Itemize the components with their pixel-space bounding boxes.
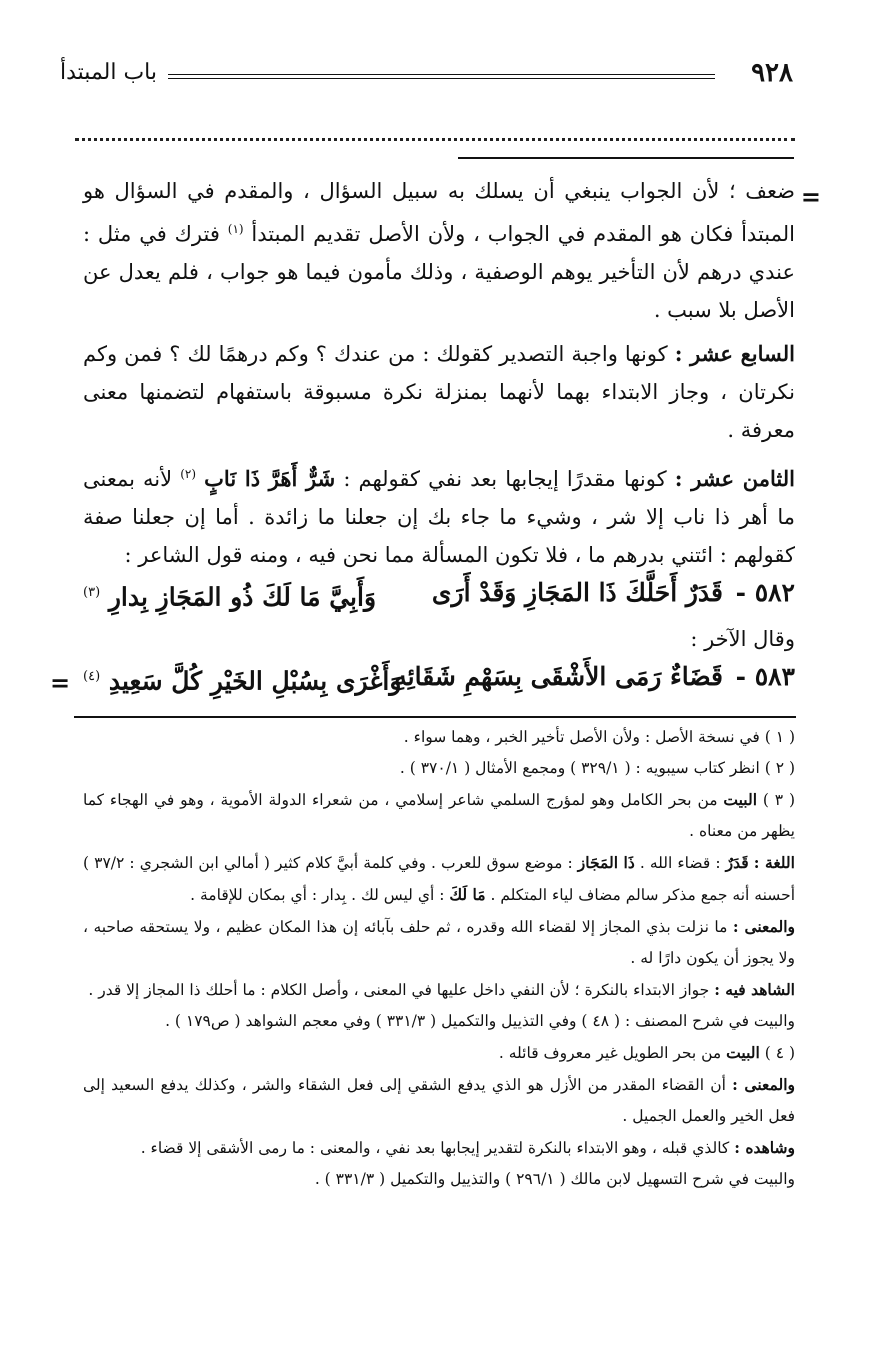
page-number: ٩٢٨ bbox=[751, 58, 793, 88]
footnote-text: : قضاء الله . bbox=[634, 854, 726, 872]
footnote-line bbox=[83, 974, 795, 1006]
footnote-text: ( ١ ) في نسخة الأصل : ولأن الأصل تأخير الخبر ، وهما سواء . bbox=[403, 728, 795, 746]
paragraph-eighteenth: الثامن عشر : كونها مقدرًا إيجابها بعد نفي كقولهم : شَرٌّ أَهَرَّ ذَا نَابٍ $^{(٢)}$ لأنه بمعنى ما أهر ذا ناب إلا شر ، وشيء ما جاء بك إن جعلنا ما زائدة . أما إن جعلنا صفة كقولهم : ائتني بدرهم ما ، فلا تكون المسألة مما نحن فيه ، ومنه قول الشاعر : bbox=[83, 466, 795, 567]
verse-second-hemistich: وَأَبِيَّ مَا لَكَ ذُو المَجَازِ بِدارِ $^{(٣)}$ bbox=[83, 582, 377, 612]
running-title: باب المبتدأ bbox=[60, 60, 158, 85]
footnote-text: كالذي قبله ، وهو الابتداء بالنكرة لتقدير إيجابها بعد نفي ، والمعنى : ما رمى الأشقى إلا قضاء . bbox=[140, 1139, 735, 1157]
footnote-text: والبيت في شرح التسهيل لابن مالك ( ٢٩٦/١ ) والتذييل والتكميل ( ٣٣١/٣ ) . bbox=[314, 1170, 795, 1188]
footnote-label: اللغة : bbox=[753, 853, 795, 872]
verse-continuation-mark: = bbox=[50, 668, 71, 697]
section-lead: السابع عشر : bbox=[674, 341, 795, 366]
footnote-label: البيت bbox=[726, 1043, 760, 1062]
footnote-text: : موضع سوق للعرب . وفي كلمة أبيَّ كلام كثير ( أمالي ابن الشجري : ٣٧/٢ ) أحسنه أنه جمع مذكر سالم مضاف لياء المتكلم . bbox=[83, 854, 795, 904]
verse-number: ٥٨٢ - bbox=[735, 578, 795, 607]
verse-583 bbox=[83, 658, 795, 704]
footnote-line bbox=[83, 1132, 795, 1164]
footnote-text: من بحر الكامل وهو لمؤرج السلمي شاعر إسلامي ، من شعراء الدولة الأموية ، وهو في الهجاء كما يظهر من معناه . bbox=[83, 791, 795, 840]
footnote-label: ذَا المَجَاز bbox=[577, 853, 635, 872]
footnote-text: والبيت في شرح المصنف : ( ٤٨ ) وفي التذييل والتكميل ( ٣٣١/٣ ) وفي معجم الشواهد ( ص١٧٩ ) . bbox=[165, 1012, 795, 1030]
footnote-label: والمعنى : bbox=[732, 1075, 795, 1094]
footnote-text: ( ٢ ) انظر كتاب سيبويه : ( ٣٢٩/١ ) ومجمع الأمثال ( ٣٧٠/١ ) . bbox=[399, 759, 795, 777]
footnote-line bbox=[83, 753, 795, 784]
footnote-line bbox=[83, 1037, 795, 1069]
footnote-ref-2[interactable]: (٢) bbox=[180, 467, 197, 481]
footnote-label: البيت bbox=[723, 790, 758, 809]
footnote-label: مَا لَكَ bbox=[449, 885, 486, 904]
footnote-ref-1[interactable]: (١) bbox=[227, 222, 244, 236]
said-other-line: وقال الآخر : bbox=[690, 627, 795, 651]
footnote-text: ( ٤ ) bbox=[759, 1044, 795, 1062]
solid-separator bbox=[458, 157, 794, 159]
verse-second-hemistich: وَأَغْرَى بِسُبْلِ الخَيْرِ كُلَّ سَعِيدِ $^{(٤)}$ bbox=[83, 666, 402, 696]
footnote-ref-4[interactable]: (٤) bbox=[83, 669, 101, 684]
dotted-separator bbox=[75, 138, 795, 149]
verse-582 bbox=[83, 574, 795, 620]
footnote-label: قَدَرٌ bbox=[725, 853, 749, 872]
footnote-text: من بحر الطويل غير معروف قائله . bbox=[498, 1044, 727, 1062]
section-lead: الثامن عشر : bbox=[674, 466, 795, 491]
footnote-line bbox=[83, 1069, 795, 1132]
footnote-ref-3[interactable]: (٣) bbox=[83, 585, 101, 600]
footnote-label: الشاهد فيه : bbox=[714, 980, 795, 999]
footnote-line bbox=[83, 911, 795, 974]
footnote-line bbox=[83, 1164, 795, 1195]
footnote-label: وشاهده : bbox=[734, 1138, 795, 1157]
footnote-rule bbox=[74, 716, 796, 718]
header-double-rule bbox=[168, 74, 715, 79]
footnote-line bbox=[83, 784, 795, 847]
footnote-text: ما نزلت بذي المجاز إلا لقضاء الله وقدره ، ثم حلف بآبائه إن هذا المكان عظيم ، ولا يستحقه صاحبه ، ولا يجوز أن يكون دارًا له . bbox=[83, 918, 795, 967]
footnote-text: جواز الابتداء بالنكرة ؛ لأن النفي داخل عليها في المعنى ، وأصل الكلام : ما أحلك ذا المجاز إلا قدر . bbox=[88, 981, 715, 999]
footnote-text: ( ٣ ) bbox=[757, 791, 796, 809]
paragraph-seventeenth: السابع عشر : كونها واجبة التصدير كقولك : من عندك ؟ وكم درهمًا لك ؟ فمن وكم نكرتان ، وجاز الابتداء بهما لأنهما بمنزلة نكرة مسبوقة باستفهام لتضمنها معنى معرفة . bbox=[83, 341, 795, 442]
footnote-line bbox=[83, 847, 795, 911]
verse-first-hemistich: قَدَرٌ أَحَلَّكَ ذَا المَجَازِ وَقَدْ أَرَى bbox=[431, 578, 723, 607]
proverb-quote: شَرٌّ أَهَرَّ ذَا نَابٍ bbox=[204, 466, 336, 491]
verse-first-hemistich: قَضَاءٌ رَمَى الأَشْقَى بِسَهْمِ شَقَائِهِ bbox=[394, 662, 723, 691]
footnote-text: : أي ليس لك . بِدار : أي بمكان للإقامة . bbox=[190, 886, 450, 904]
footnote-text: أن القضاء المقدر من الأزل هو الذي يدفع الشقي إلى فعل الشقاء والشر ، وكذلك يدفع السعيد إلى فعل الخير والعمل الجميل . bbox=[83, 1076, 795, 1125]
verse-number: ٥٨٣ - bbox=[735, 662, 795, 691]
footnote-label: والمعنى : bbox=[732, 917, 795, 936]
footnote-line bbox=[83, 722, 795, 753]
main-text bbox=[83, 172, 795, 704]
page-header bbox=[60, 58, 793, 94]
footnotes bbox=[83, 722, 795, 1195]
paragraph-continuation: ضعف ؛ لأن الجواب ينبغي أن يسلك به سبيل السؤال ، والمقدم في السؤال هو المبتدأ فكان هو المقدم في الجواب ، ولأن الأصل تقديم المبتدأ $^{(١)}$ فترك في مثل : عندي درهم لأن التأخير يوهم الوصفية ، وذلك مأمون فيما هو جواب ، فلم يعدل عن الأصل بلا سبب . bbox=[83, 179, 796, 322]
continuation-mark: = bbox=[800, 182, 821, 211]
footnote-line bbox=[83, 1006, 795, 1037]
